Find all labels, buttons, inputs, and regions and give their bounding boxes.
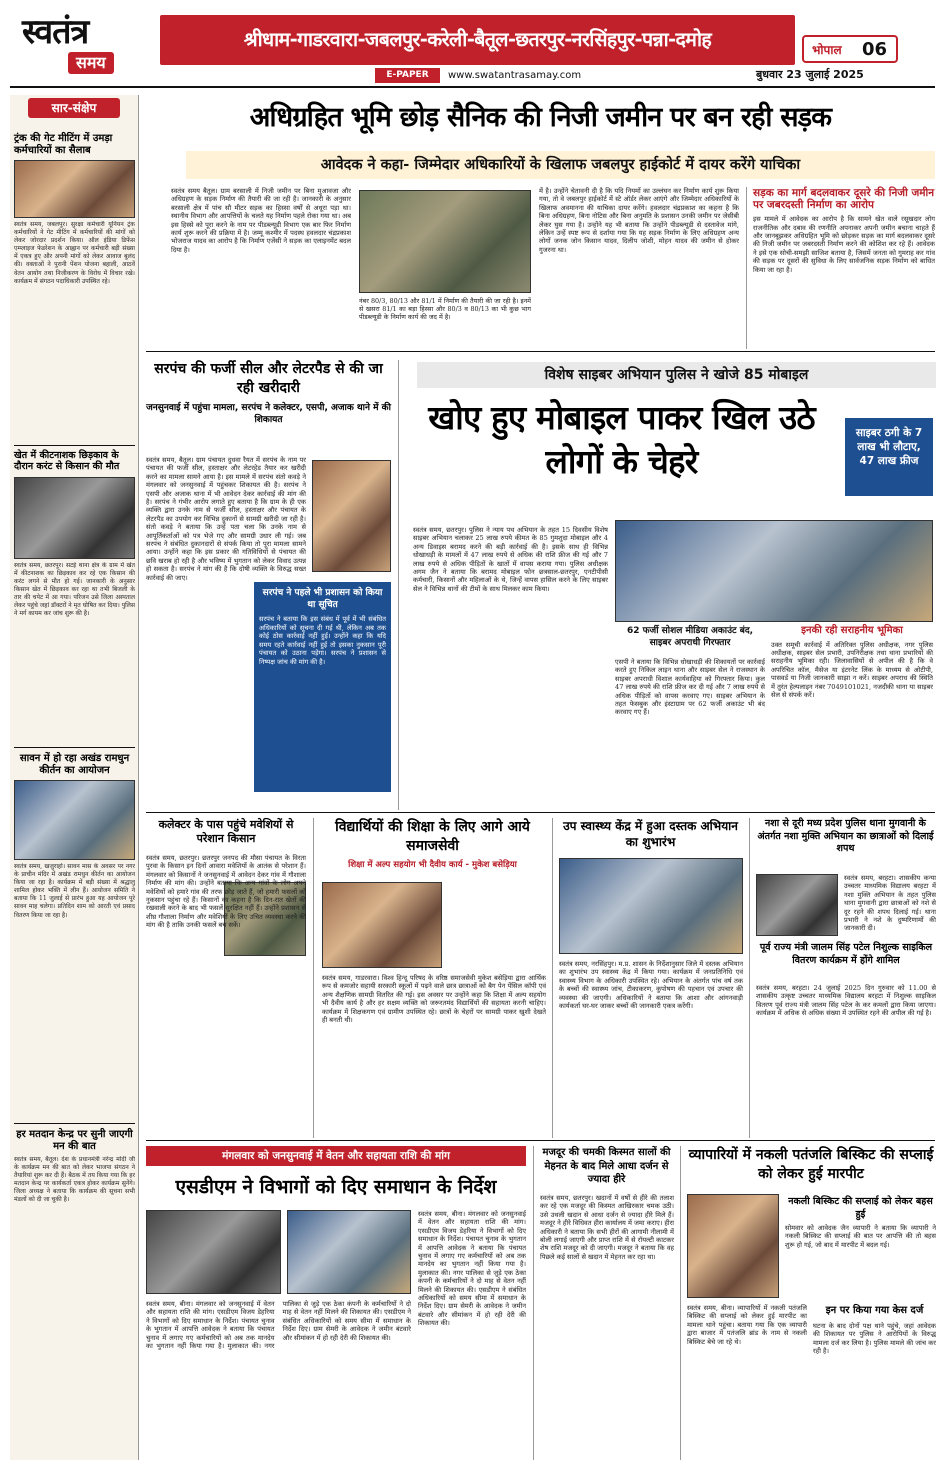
drug-text: स्वतंत्र समय, बरहटा। शासकीय कन्या उच्चतर माध्यमिक विद्यालय बरहटा में नशा मुक्ति अभियान के तहत पुलिस थाना मुगवानी द्वारा छात्राओं को नशे से दूर रहने की शपथ दिलाई गई। थाना प्रभारी ने नशे के दुष्परिणामों की जानकारी दी। [844, 874, 936, 933]
logo [22, 12, 150, 78]
sidebar-item-text: स्वतंत्र समय, खजुराहो। सावन मास के अवसर पर नगर के प्राचीन मंदिर में अखंड रामधुन कीर्तन का आयोजन किया जा रहा है। कार्यक्रम में बड़ी संख्या में श्रद्धालु शामिल होकर भक्ति में लीन हैं। आयोजन समिति ने बताया कि 11 जुलाई से प्रारंभ हुआ यह आयोजन पूरे सावन माह चलेगा। प्रतिदिन शाम को आरती एवं प्रसाद वितरण किया जा रहा है। [14, 863, 135, 919]
health-headline: उप स्वास्थ्य केंद्र में हुआ दस्तक अभियान का शुभारंभ [563, 819, 738, 849]
masthead-rule [10, 86, 935, 88]
sidebar-photo [14, 477, 135, 559]
sidebar-item-headline: खेत में कीटनाशक छिड़काव के दौरान करंट से किसान की मौत [14, 450, 120, 472]
sarpanch-subhead: जनसुनवाई में पहुंचा मामला, सरपंच ने कलेक्टर, एसपी, अजाक थाने में की शिकायत [146, 403, 391, 425]
sidebar-photo [14, 780, 135, 860]
mobile-side-box: साइबर ठगी के 7 लाख भी लौटाए, 47 लाख फ्रीज [845, 418, 933, 496]
labour-story [533, 1146, 673, 1460]
sidebar-item-text: स्वतंत्र समय, बैतूल। देश के प्रधानमंत्री नरेन्द्र मोदी जी के कार्यक्रम मन की बात को लेकर भाजपा संगठन ने तैयारियां शुरू कर दी हैं। बैठक में तय किया गया कि हर मतदान केन्द्र पर कार्यकर्ता एकत्र होकर कार्यक्रम सुनेंगे। जिला अध्यक्ष ने बताया कि कार्यक्रम की सूचना सभी मंडलों को दी जा चुकी है। [14, 1156, 135, 1204]
health-photo [559, 858, 743, 954]
lead-text-col3: में है। उन्होंने चेतावनी दी है कि यदि नियमों का उल्लंघन कर निर्माण कार्य शुरू किया गया, तो वे जबलपुर हाईकोर्ट में स्टे ऑर्डर लेकर आएंगे और जिम्मेदार अधिकारियों के खिलाफ अवमानना की याचिका दायर करेंगे। हवलदार चंद्रप्रकाश का कहना है कि बिना अधिग्रहण, बिना नोटिस और बिना अनुमति के प्रशासन उनकी जमीन पर जेसीबी लेकर घुस गया है। उन्होंने यह भी बताया कि उन्होंने पीडब्ल्यूडी से दस्तावेज मांगे, लेकिन उन्हें स्पष्ट रूप से दर्शाया गया कि यह सड़क निर्माण के लिए अधिग्रहण अन्य लोगों जनक जोन किसान यादव, दिलीप जोशी, मोहन यादव की जमीन से होकर गुजरना था। [539, 187, 739, 254]
sidebar-item-headline: हर मतदान केन्द्र पर सुनी जाएगी मन की बात [16, 1129, 133, 1152]
edition-name: भोपाल [812, 42, 842, 57]
sdm-photo-2 [287, 1210, 411, 1294]
sidebar-item [14, 753, 135, 1093]
mobile-kicker: विशेष साइबर अभियान पुलिस ने खोजे 85 मोबाइल [417, 362, 936, 388]
cities-banner [160, 15, 795, 65]
callout-title: सरपंच ने पहले भी प्रशासन को किया था सूचित [262, 588, 383, 610]
logo-top: स्वतंत्र [22, 12, 89, 52]
health-text: स्वतंत्र समय, नरसिंहपुर। म.प्र. शासन के निर्देशानुसार जिले में दस्तक अभियान का शुभारंभ उप स्वास्थ्य केंद्र में किया गया। कार्यक्रम में जनप्रतिनिधि एवं स्वास्थ्य विभाग के अधिकारी उपस्थित रहे। अभियान के अंतर्गत पांच वर्ष तक के बच्चों की स्वास्थ्य जांच, टीकाकरण, कुपोषण की पहचान एवं उपचार की व्यवस्था की जाएगी। अधिकारियों ने बताया कि आशा और आंगनवाड़ी कार्यकर्ता घर-घर जाकर बच्चों की जानकारी एकत्र करेंगी। [559, 960, 743, 1011]
mobile-photo [615, 520, 933, 622]
masthead [0, 0, 945, 88]
sdm-kicker: मंगलवार को जनसुनवाई में वेतन और सहायता राशि की मांग [146, 1146, 526, 1166]
drug-story [749, 818, 935, 1138]
mobile-photo-caption: 62 फर्जी सोशल मीडिया अकाउंट बंद, साइबर अपराधी गिरफ्तार [626, 626, 754, 648]
mobile-text2: एसपी ने बताया कि विभिन्न धोखाधड़ी की शिकायतों पर कार्रवाई करते हुए निकिल लाइन थाना और साइबर सेल ने राजस्थान के साइबर अपराधी विशाल कार्यवाहिया को गिरफ्तार किया। कुल 47 लाख रुपये की राशि फ्रीज कर दी गई और 7 लाख रुपये से अधिक पीड़ितों को वापस करवाए गए। साइबर अभियान के तहत फेसबुक और इंस्टाग्राम पर 62 फर्जी अकाउंट भी बंद करवाए गए हैं। [615, 658, 765, 717]
sdm-text-continued: स्वतंत्र समय, बीना। मंगलवार को जनसुनवाई में वेतन और सहायता राशि की मांग। एसडीएम विजय डेहरिया ने विभागों को दिए समाधान के निर्देश। पंचायत चुनाव के भुगतान में आपत्ति आवेदक ने बताया कि पंचायत चुनाव में लगाए गए कर्मचारियों को अब तक मानदेय का भुगतान नहीं किया गया है। मुलाकात की। नगर पालिका से जुड़े एक ठेका कंपनी के कर्मचारियों ने दो माह से वेतन नहीं मिलने की शिकायत की। एसडीएम ने संबंधित अधिकारियों को समय सीमा में समाधान के निर्देश दिए। ग्राम सेमरी के आवेदक ने जमीन बंटवारे और सीमांकन में हो रही देरी की शिकायत की। [418, 1210, 526, 1328]
sdm-story [146, 1146, 526, 1460]
sarpanch-story [146, 360, 391, 810]
lead-divider [146, 351, 935, 352]
sdm-headline: एसडीएम ने विभागों को दिए समाधान के निर्देश [175, 1176, 497, 1198]
sidebar-item-text: स्वतंत्र समय, जबलपुर। सुरक्षा कर्मचारी यूनियन ट्रंक कर्मचारियों ने गेट मीटिंग में कर्मचारियों की मांगों को लेकर जोरदार प्रदर्शन किया। ऑल इंडिया डिफेंस एम्प्लाइज फेडरेशन के आह्वान पर कर्मचारी बड़ी संख्या में एकत्र हुए और अपनी मांगों को लेकर आवाज बुलंद की। वक्ताओं ने पुरानी पेंशन योजना बहाली, आठवें वेतन आयोग तथा निजीकरण के विरोध में विचार रखे। कार्यक्रम में संगठन पदाधिकारी उपस्थित रहे। [14, 221, 135, 285]
sdm-text: स्वतंत्र समय, बीना। मंगलवार को जनसुनवाई में वेतन और सहायता राशि की मांग। एसडीएम विजय डेहरिया ने विभागों को दिए समाधान के निर्देश। पंचायत चुनाव के भुगतान में आपत्ति आवेदक ने बताया कि पंचायत चुनाव में लगाए गए कर्मचारियों को अब तक मानदेय का भुगतान नहीं किया गया है। मुलाकात की। नगर पालिका से जुड़े एक ठेका कंपनी के कर्मचारियों ने दो माह से वेतन नहीं मिलने की शिकायत की। एसडीएम ने संबंधित अधिकारियों को समय सीमा में समाधान के निर्देश दिए। ग्राम सेमरी के आवेदक ने जमीन बंटवारे और सीमांकन में हो रही देरी की शिकायत की। [146, 1300, 411, 1351]
lead-aside-headline: सड़क का मार्ग बदलवाकर दूसरे की निजी जमीन पर जबरदस्ती निर्माण का आरोप [753, 187, 935, 212]
sarpanch-callout [254, 582, 391, 792]
callout-text: सरपंच ने बताया कि इस संबंध में पूर्व में भी संबंधित अधिकारियों को सूचना दी गई थी, लेकिन अब तक कोई ठोस कार्रवाई नहीं हुई। उन्होंने कहा कि यदि समय रहते कार्रवाई नहीं हुई तो इसका नुकसान पूरी पंचायत को उठाना पड़ेगा। सरपंच ने प्रशासन से निष्पक्ष जांच की मांग की है। [259, 615, 386, 666]
sarpanch-headline: सरपंच की फर्जी सील और लेटरपैड से की जा रही खरीदारी [154, 361, 383, 396]
biscuit-headline: व्यापारियों में नकली पतंजलि बिस्किट की सप्लाई को लेकर हुई मारपीट [688, 1147, 934, 1182]
lower-divider [146, 1140, 935, 1141]
drug-headline: नशा से दूरी मध्य प्रदेश पुलिस थाना मुगवानी के अंतर्गत नशा मुक्ति अभियान का छात्राओं को दिलाई शपथ [757, 818, 934, 854]
education-subhead: शिक्षा में अल्प सहयोग भी दैवीय कार्य - मुकेश बसेड़िया [348, 860, 517, 870]
education-headline: विद्यार्थियों की शिक्षा के लिए आगे आये समाजसेवी [335, 819, 530, 854]
mobile-aside [771, 625, 933, 807]
lead-aside [746, 187, 935, 349]
lead-headline: अधिग्रहित भूमि छोड़ सैनिक की निजी जमीन पर बन रही सड़क [249, 102, 832, 133]
education-story [313, 818, 545, 1138]
education-photo [322, 882, 442, 968]
cities-text: श्रीधाम-गाडरवारा-जबलपुर-करेली-बैतूल-छतरपुर-नरसिंहपुर-पन्ना-दमोह [243, 28, 712, 51]
mobile-story [398, 360, 935, 810]
sdm-photo-1 [146, 1210, 281, 1294]
biscuit-case-headline: इन पर किया गया केस दर्ज [825, 1305, 924, 1316]
biscuit-sub-headline: नकली बिस्किट की सप्लाई को लेकर बहस हुई [788, 1196, 933, 1220]
collector-text: स्वतंत्र समय, छतरपुर। छतरपुर जनपद की मौसा पंचायत के विरता पुरवा के किसान इन दिनों आवारा मवेशियों के आतंक से परेशान हैं। मंगलवार को किसानों ने जनसुनवाई में आवेदन देकर गांव में गौशाला निर्माण की मांग की। उन्होंने बताया कि अन्य गांवों के लोग अपने मवेशियों को हमारे गांव की तरफ छोड़ जाते हैं, जो हमारी फसलों को नुकसान पहुंचा रहे हैं। किसानों का कहना है कि दिन-रात खेतों की रखवाली करने के बाद भी फसलें सुरक्षित नहीं हैं। उन्होंने प्रशासन से शीघ्र गौशाला निर्माण और मवेशियों के लिए उचित व्यवस्था करने की मांग की है ताकि उनकी फसलें बच सकें। [146, 854, 306, 930]
labour-headline: मजदूर की चमकी किस्मत सालों की मेहनत के बाद मिले आधा दर्जन से ज्यादा हीरे [542, 1147, 671, 1185]
sidebar [10, 95, 139, 1460]
sidebar-item [14, 133, 135, 417]
middle-divider [146, 812, 935, 813]
website-link[interactable]: www.swatantrasamay.com [448, 70, 582, 81]
lead-aside-text: इस मामले में आवेदक का आरोप है कि सामने खेत वाले रसूखदार लोग राजनीतिक और दबाव की रणनीति अपनाकर अपनी जमीन बचाना चाहते हैं और जानबूझकर अधिग्रहित भूमि को छोड़कर सड़क का मार्ग बदलवाकर दूसरे की निजी जमीन पर जबरदस्ती निर्माण करने की कोशिश कर रहे हैं। आवेदक ने इसे एक सोची-समझी साजिश बताया है, जिसमें जनता को गुमराह कर गांव की सड़क पर दूसरों की सुविधा के लिए सार्वजनिक सड़क निर्माण को बाधित किया जा रहा है। [753, 215, 935, 274]
lead-story [146, 95, 935, 353]
mobile-text: स्वतंत्र समय, छतरपुर। पुलिस ने न्याय पथ अभियान के तहत 15 दिवसीय विशेष साइबर अभियान चलाकर 25 लाख रुपये कीमत के 85 गुमशुदा मोबाइल और 4 अन्य डिवाइस बरामद करने की बड़ी कार्रवाई की है। इसके साथ ही विभिन्न धोखाधड़ी के मामलों में 47 लाख रुपये से अधिक की राशि फ्रीज की गई और 7 लाख रुपये से अधिक पीड़ितों के खातों में वापस कराया गया। पुलिस अधीक्षक अगम जैन ने बताया कि बरामद मोबाइल फोन छत्रसाल-छतरपुर, एनटीपीसी कर्मचारी, किसानों और महिलाओं के थे, जिन्हें वापस हासिल करने के लिए साइबर सेल ने विभिन्न थानों की टीमों के साथ मिलकर काम किया। [413, 526, 608, 593]
page-number: 06 [862, 38, 888, 60]
health-story [552, 818, 742, 1138]
drug-photo [756, 874, 838, 936]
logo-bottom: समय [68, 52, 114, 74]
sidebar-photo [14, 160, 135, 218]
drug-sub-text: स्वतंत्र समय, बरहटा। 24 जुलाई 2025 दिन गुरुवार को 11.00 से शासकीय उत्कृष्ट उच्चतर माध्यमिक विद्यालय बरहटा में निशुल्क साइकिल वितरण पूर्व राज्य मंत्री जालम सिंह पटेल के कर कमलों द्वारा किया जाएगा। कार्यक्रम में अधिक से अधिक संख्या में उपस्थित रहने की अपील की गई है। [756, 984, 936, 1018]
biscuit-case-text: घटना के बाद दोनों पक्ष थाने पहुंचे, जहां आवेदक की शिकायत पर पुलिस ने आरोपियों के विरुद्ध मामला दर्ज कर लिया है। पुलिस मामले की जांच कर रही है। [813, 1322, 936, 1356]
sidebar-divider [14, 747, 135, 748]
education-text: स्वतंत्र समय, गाडरवारा। विश्व हिन्दू परिषद के वरिष्ठ समाजसेवी मुकेश बसेड़िया द्वारा आर्थिक रूप से कमजोर सहायी सरकारी स्कूलों में पढ़ने वाले छात्र छात्राओं को बैग पेन पेंसिल कॉपी एवं अन्य शैक्षणिक सामग्री वितरित की गई। इस अवसर पर उन्होंने कहा कि शिक्षा में अल्प सहयोग भी दैवीय कार्य है और हर सक्षम व्यक्ति को जरूरतमंद विद्यार्थियों की सहायता करनी चाहिए। कार्यक्रम में शिक्षकगण एवं ग्रामीण उपस्थित रहे। छात्रों के चेहरों पर सामग्री पाकर खुशी देखते ही बनती थी। [322, 974, 546, 1025]
sidebar-item-headline: सावन में हो रहा अखंड रामधुन कीर्तन का आयोजन [19, 753, 130, 776]
lead-text-col1: स्वतंत्र समय बैतूल। ग्राम बरसाली में निजी जमीन पर बिना मुआवजा और अधिग्रहण के सड़क निर्माण की तैयारी की जा रही है। जानकारी के अनुसार बरसाली क्षेत्र में पांच सौ मीटर सड़क का हिस्सा वर्षों से अधूरा पड़ा था। स्थानीय विभाग और आपत्तियों के चलते यह निर्माण पहले रोका गया था। अब इस हिस्से को पूरा करने के नाम पर पीडब्ल्यूडी विभाग एक बार फिर निर्माण कार्य शुरू करने की प्रक्रिया में है। जम्मू कश्मीर में पदस्थ हवलदार चंद्रप्रकाश भोजराज यादव का आरोप है कि निर्माण एजेंसी ने सड़क का एलाइनमेंट बदल दिया है। [171, 187, 351, 254]
edition-box [802, 35, 898, 63]
lead-photo [359, 190, 531, 293]
sidebar-divider [14, 445, 135, 446]
biscuit-text: स्वतंत्र समय, बीना। व्यापारियों में नकली पतंजलि बिस्किट की सप्लाई को लेकर हुई मारपीट का मामला थाने पहुंचा। बताया गया कि एक व्यापारी द्वारा बाजार में पतंजलि ब्रांड के नाम से नकली बिस्किट बेचे जा रहे थे। [687, 1304, 807, 1346]
biscuit-story [680, 1146, 935, 1460]
biscuit-sub-text: सोमवार को आवेदक जैन व्यापारी ने बताया कि व्यापारी ने नकली बिस्किट की सप्लाई की बात पर आपत्ति की तो बहस शुरू हो गई, जो बाद में मारपीट में बदल गई। [785, 1224, 936, 1249]
sidebar-item-text: स्वतंत्र समय, छतरपुर। सटई थाना क्षेत्र के ग्राम में खेत में कीटनाशक का छिड़काव कर रहे एक किसान की करंट लगने से मौत हो गई। जानकारी के अनुसार किसान खेत में छिड़काव कर रहा था तभी बिजली के तार की चपेट में आ गया। परिजन उसे जिला अस्पताल लेकर पहुंचे जहां डॉक्टरों ने मृत घोषित कर दिया। पुलिस ने मर्ग कायम कर जांच शुरू की है। [14, 561, 135, 618]
sidebar-item [14, 1129, 135, 1441]
sarpanch-photo [312, 460, 391, 572]
sidebar-item [14, 451, 135, 730]
sidebar-divider [14, 1123, 135, 1124]
lead-photo-caption: नंबर 80/3, 80/13 और 81/1 में निर्माण की तैयारी की जा रही है। इनमें से खसरा 81/1 का बड़ा हिस्सा और 80/3 व 80/13 का भी कुछ भाग पीडब्ल्यूडी के निर्माण कार्य की जद में है। [359, 297, 531, 322]
sidebar-title: सार-संक्षेप [28, 98, 120, 118]
sarpanch-text: स्वतंत्र समय, बैतूल। ग्राम पंचायत दुधवा रैयत में सरपंच के नाम पर पंचायत की फर्जी सील, हस्ताक्षर और लेटरहेड तैयार कर खरीदी करने का मामला सामने आया है। इस मामले में सरपंच संतो कवड़े ने मंगलवार को जनसुनवाई में पहुंचकर शिकायत की है। सरपंच ने एसपी और अजाक थाना में भी आवेदन देकर कार्रवाई की मांग की है। सरपंच ने गंभीर आरोप लगाते हुए बताया है कि ग्राम के ही एक व्यक्ति द्वारा उनके नाम से फर्जी सील, हस्ताक्षर और पंचायत के लेटरपैड का उपयोग कर विभिन्न दुकानों से सामग्री खरीदी जा रही है। संतो कवड़े ने बताया कि उन्हें पता चला कि उनके नाम से आपूर्तिकर्ताओं को पत्र भेजे गए और सामग्री उधार ली गई। जब सरपंच ने संबंधित दुकानदारों से संपर्क किया तो पूरा मामला सामने आया। उन्होंने कहा कि इस प्रकार की गतिविधियों से पंचायत की छवि खराब हो रही है और भविष्य में भुगतान को लेकर विवाद उत्पन्न हो सकता है। सरपंच ने मांग की है कि दोषी व्यक्ति के विरुद्ध सख्त कार्रवाई की जाए। [146, 456, 306, 582]
issue-date: बुधवार 23 जुलाई 2025 [756, 68, 864, 81]
labour-text: स्वतंत्र समय, छतरपुर। खदानों में वर्षों से हीरे की तलाश कर रहे एक मजदूर की किस्मत आखिरकार चमक उठी। उसे उथली खदान से आधा दर्जन से ज्यादा हीरे मिले हैं। मजदूर ने हीरे विधिवत हीरा कार्यालय में जमा कराए। हीरा अधिकारी ने बताया कि सभी हीरों की आगामी नीलामी में बोली लगाई जाएगी और प्राप्त राशि में से रॉयल्टी काटकर शेष राशि मजदूर को दी जाएगी। मजदूर ने बताया कि वह पिछले कई सालों से खदान में मेहनत कर रहा था। [540, 1194, 674, 1261]
epaper-badge: E-PAPER [375, 68, 440, 83]
biscuit-photo [687, 1194, 779, 1298]
collector-story [146, 818, 306, 1138]
sdm-text-col3 [418, 1210, 526, 1458]
mobile-aside-headline: इनकी रही सराहनीय भूमिका [801, 625, 903, 636]
collector-headline: कलेक्टर के पास पहुंचे मवेशियों से परेशान किसान [158, 818, 294, 845]
mobile-aside-text: उक्त समूची कार्रवाई में अतिरिक्त पुलिस अधीक्षक, नगर पुलिस अधीक्षक, साइबर सेल प्रभारी, उपनिरीक्षक तथा थाना प्रभारियों की सराहनीय भूमिका रही। जिलावासियों से अपील की है कि वे अपरिचित कॉल, मैसेज या इंटरनेट लिंक के माध्यम से ओटीपी, पासवर्ड या निजी जानकारी साझा न करें। साइबर अपराध की स्थिति में तुरंत हेल्पलाइन नंबर 7049101021, नजदीकी थाना या साइबर सेल से संपर्क करें। [771, 640, 933, 699]
sidebar-item-headline: ट्रंक की गेट मीटिंग में उमड़ा कर्मचारियों का सैलाब [14, 133, 113, 156]
lead-subhead: आवेदक ने कहा- जिम्मेदार अधिकारियों के खिलाफ जबलपुर हाईकोर्ट में दायर करेंगे याचिका [186, 151, 935, 179]
drug-sub-headline: पूर्व राज्य मंत्री जालम सिंह पटेल निशुल्क साइकिल वितरण कार्यक्रम में होंगे शामिल [759, 942, 933, 966]
mobile-headline: खोए हुए मोबाइल पाकर खिल उठे लोगों के चेहरे [428, 398, 815, 481]
